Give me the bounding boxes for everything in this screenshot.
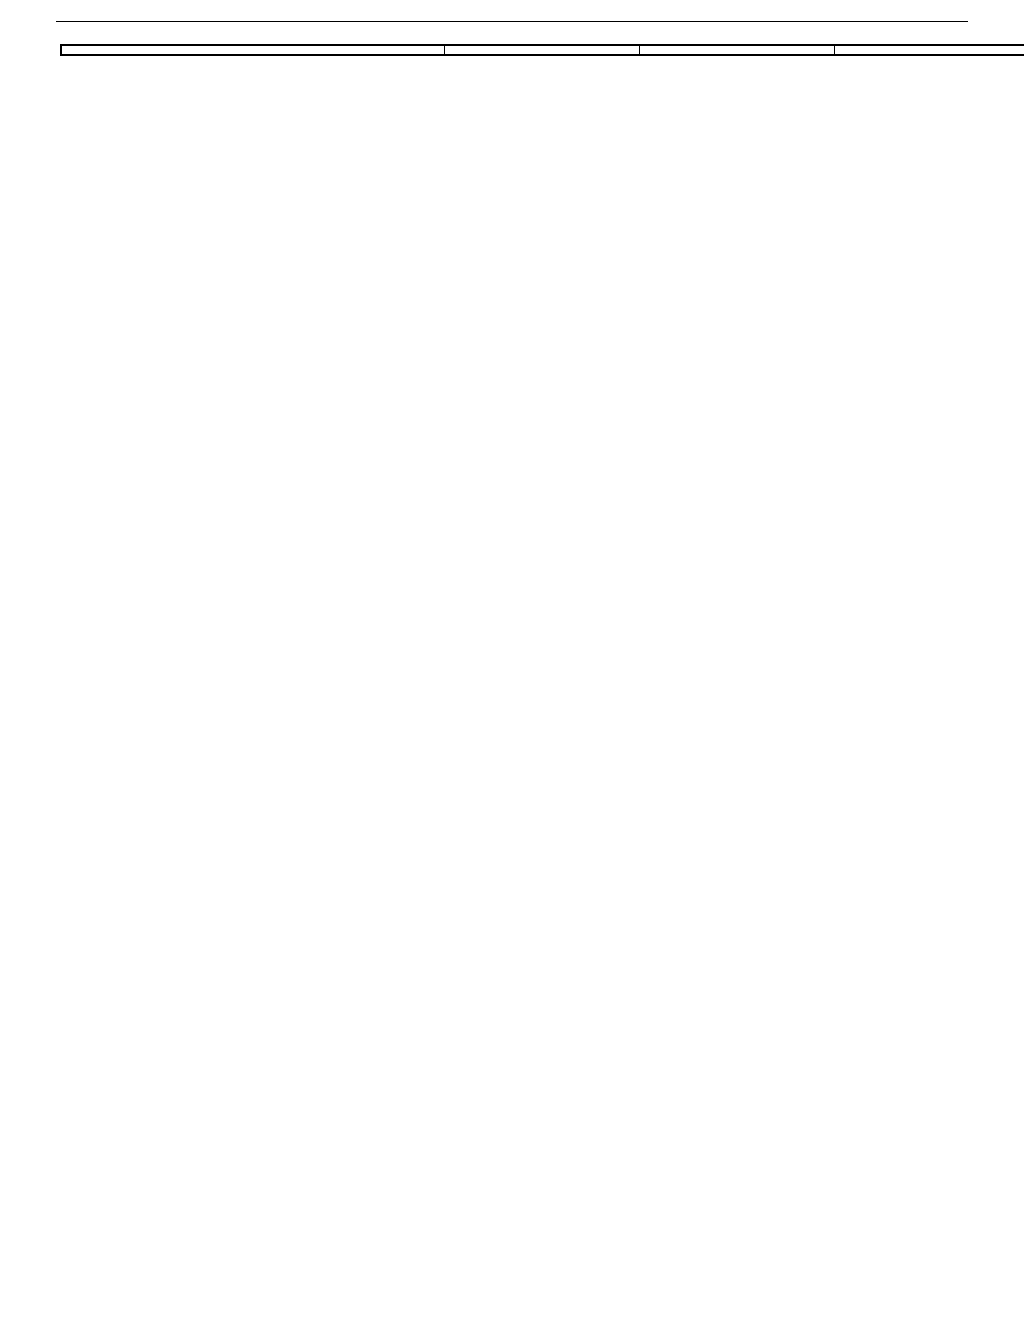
specifications-table-body: [61, 45, 1024, 55]
row-label: [61, 45, 444, 55]
table-row-model: [61, 45, 1024, 55]
specifications-table: [60, 44, 1024, 56]
running-header: [56, 0, 968, 22]
model-cell-3: [834, 45, 1024, 55]
page-footer: [0, 1248, 1024, 1270]
model-cell-2: [639, 45, 834, 55]
model-cell-1: [444, 45, 639, 55]
